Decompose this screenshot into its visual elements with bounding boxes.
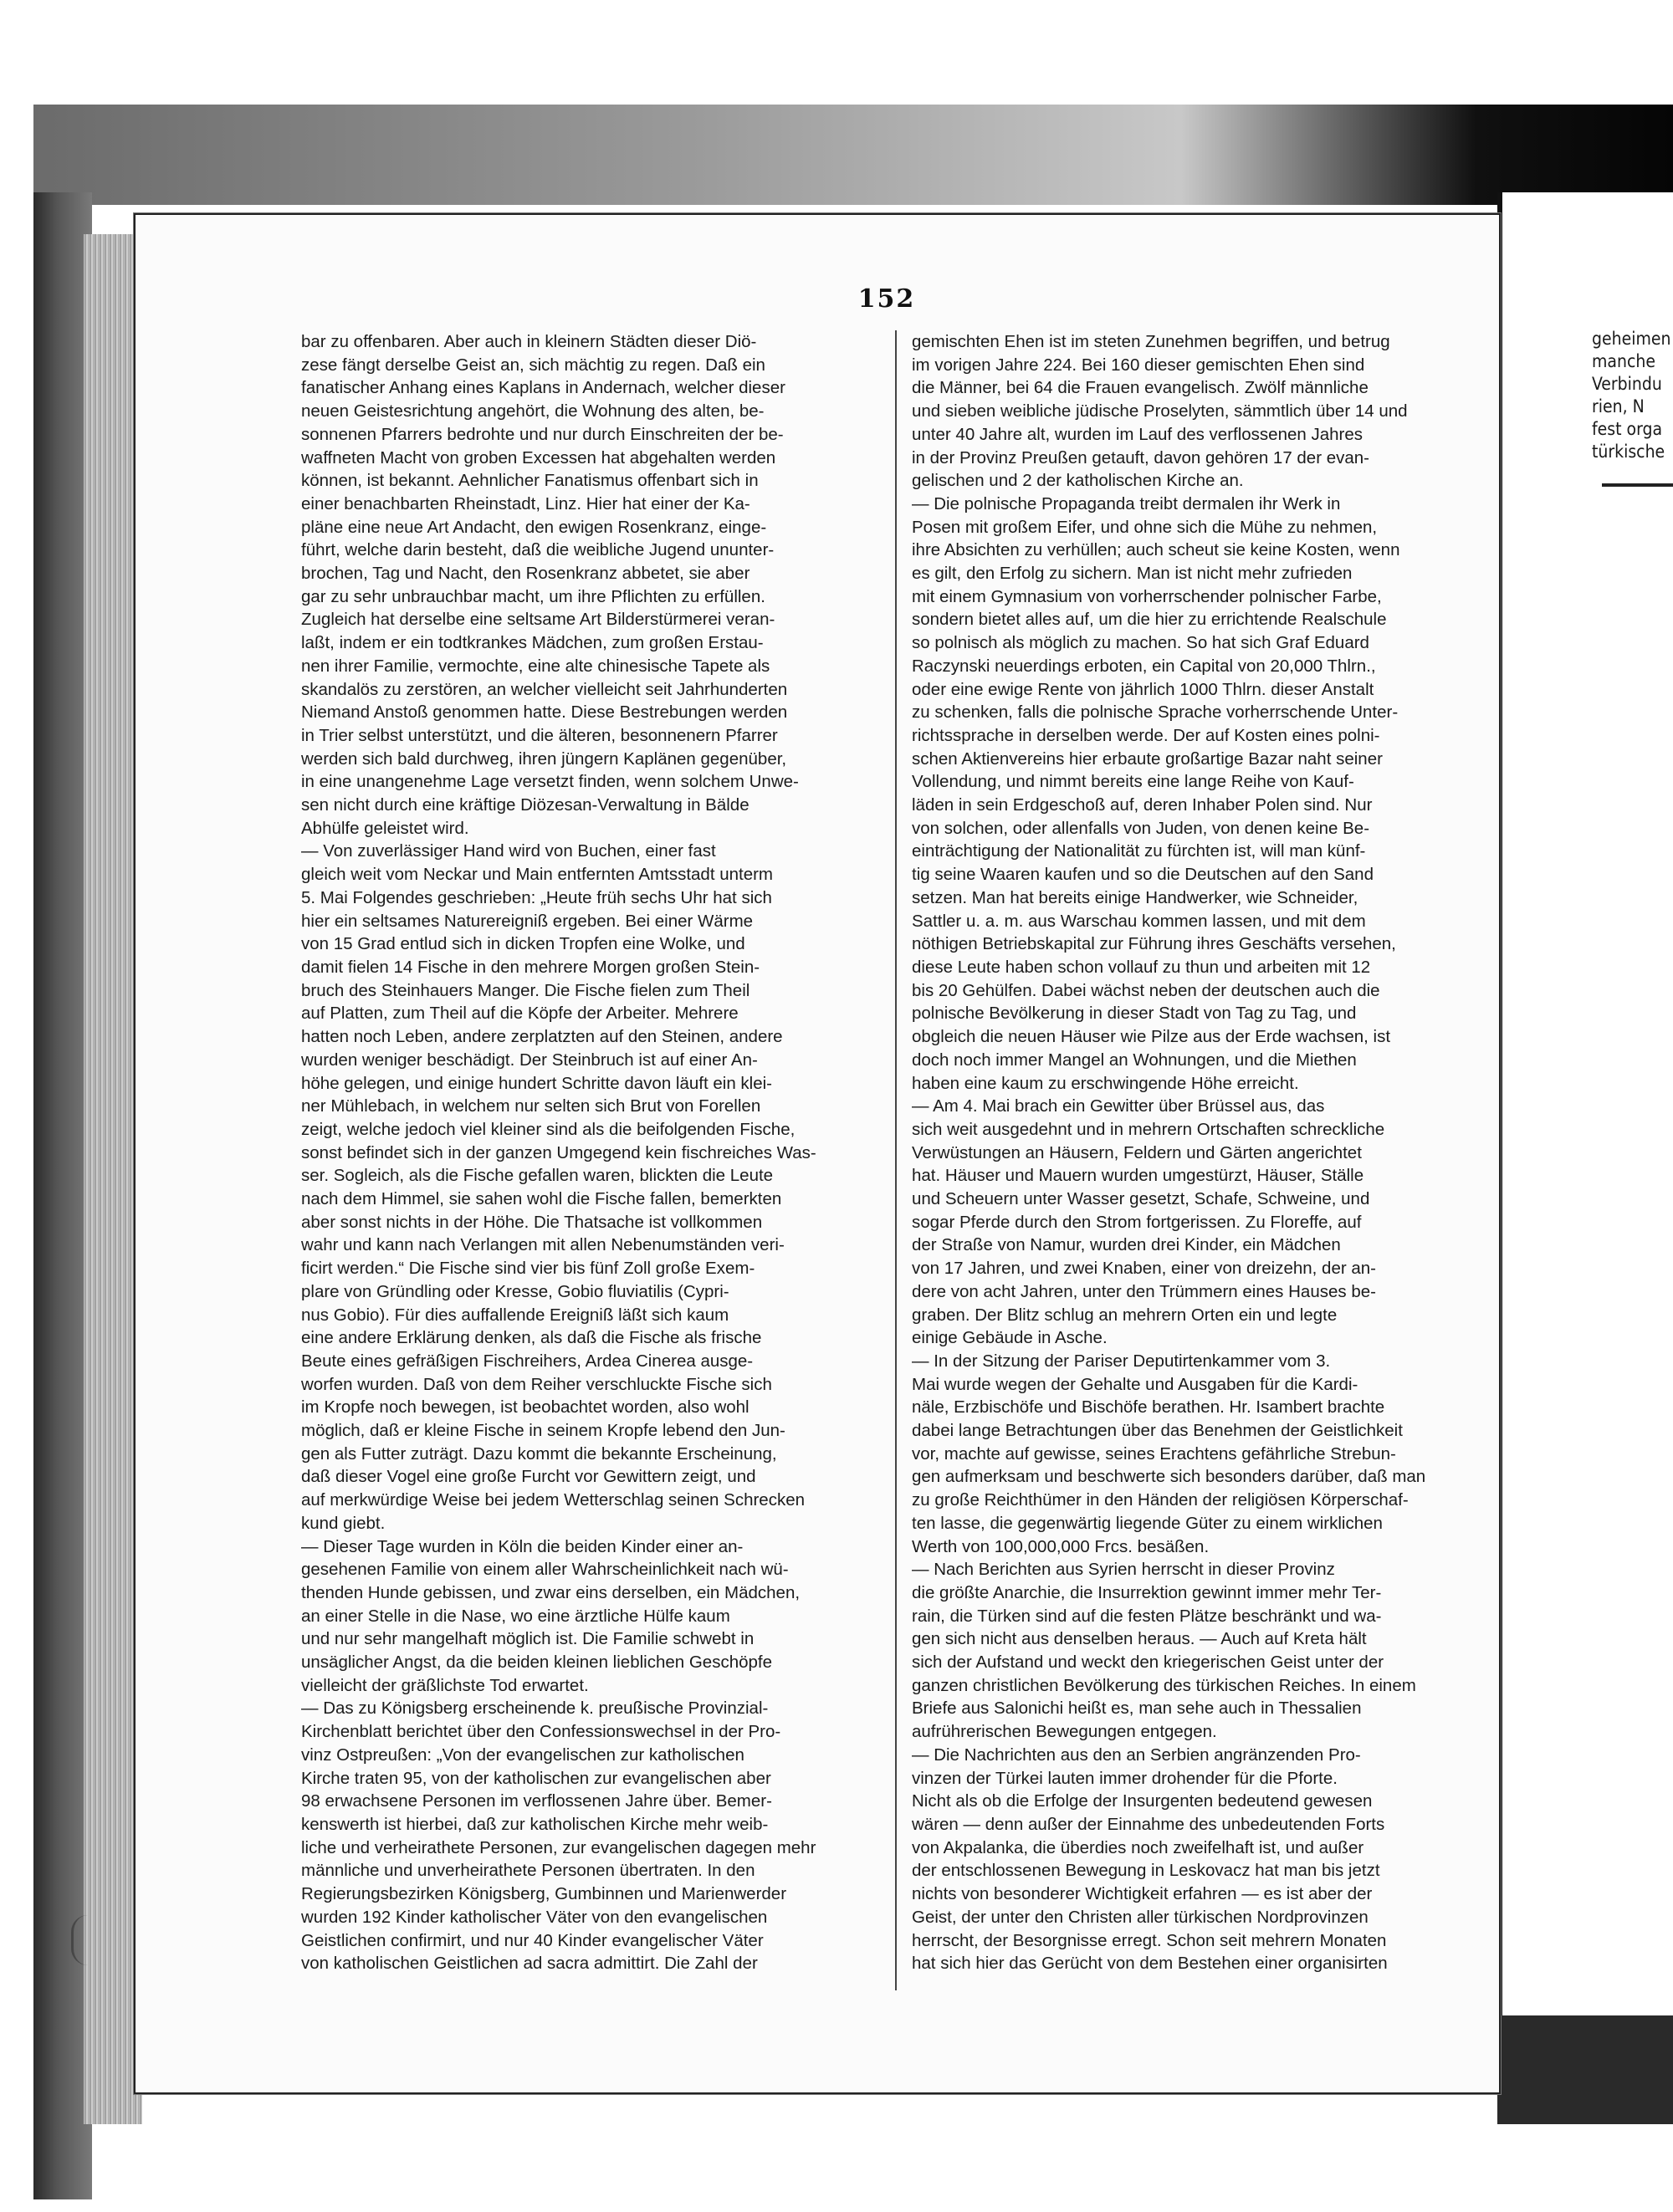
text-line: gen als Futter zuträgt. Dazu kommt die bekannte Erscheinung, bbox=[301, 1443, 777, 1464]
text-line: unter 40 Jahre alt, wurden im Lauf des verflossenen Jahres bbox=[912, 424, 1363, 444]
text-line: Briefe aus Salonichi heißt es, man sehe auch in Thessalien bbox=[912, 1699, 1362, 1719]
text-line: möglich, daß er kleine Fische in seinem Kropfe lebend den Jun- bbox=[301, 1421, 785, 1441]
text-line: Beute eines gefräßigen Fischreihers, Ardea Cinerea ausge- bbox=[301, 1351, 754, 1371]
text-line: worfen wurden. Daß von dem Reiher verschluckte Fische sich bbox=[301, 1374, 772, 1394]
text-line: Kirchenblatt berichtet über den Confessionswechsel in der Pro- bbox=[301, 1722, 781, 1742]
text-line: Regierungsbezirken Königsberg, Gumbinnen und Marienwerder bbox=[301, 1884, 787, 1904]
text-line: ser. Sogleich, als die Fische gefallen waren, blickten die Leute bbox=[301, 1166, 774, 1186]
text-line: — In der Sitzung der Pariser Deputirtenkammer vom 3. bbox=[912, 1351, 1331, 1371]
text-line: polnische Bevölkerung in dieser Stadt von Tag zu Tag, und bbox=[912, 1004, 1357, 1024]
text-line: zu schenken, falls die polnische Sprache vorherrschende Unter- bbox=[912, 702, 1399, 723]
text-line: läden in sein Erdgeschoß auf, deren Inhaber Polen sind. Nur bbox=[912, 795, 1373, 815]
text-line: gen aufmerksam und beschwerte sich besonders darüber, daß man bbox=[912, 1467, 1426, 1487]
text-line: doch noch immer Mangel an Wohnungen, und die Miethen bbox=[912, 1050, 1357, 1070]
text-line: tig seine Waaren kaufen und so die Deutschen auf den Sand bbox=[912, 865, 1374, 885]
text-line: vielleicht der gräßlichste Tod erwartet. bbox=[301, 1675, 589, 1695]
text-line: ganzen christlichen Bevölkerung des türkischen Reiches. In einem bbox=[912, 1675, 1416, 1695]
text-line: führt, welche darin besteht, daß die weibliche Jugend ununter- bbox=[301, 540, 775, 560]
text-line: bar zu offenbaren. Aber auch in kleinern Städten dieser Diö- bbox=[301, 332, 757, 351]
text-line: graben. Der Blitz schlug an mehrern Orten ein und legte bbox=[912, 1305, 1338, 1325]
text-line: von 15 Grad entlud sich in dicken Tropfen eine Wolke, und bbox=[301, 934, 745, 954]
adjacent-line: Verbindu bbox=[1592, 374, 1662, 394]
text-line: wurden weniger beschädigt. Der Steinbruch ist auf einer An- bbox=[301, 1050, 758, 1070]
text-line: gleich weit vom Neckar und Main entfernten Amtsstadt unterm bbox=[301, 865, 774, 885]
text-line: — Dieser Tage wurden in Köln die beiden Kinder einer an- bbox=[301, 1536, 744, 1556]
text-line: Niemand Anstoß genommen hatte. Diese Bestrebungen werden bbox=[301, 702, 788, 723]
text-line: sogar Pferde durch den Strom fortgerissen. Zu Floreffe, auf bbox=[912, 1212, 1362, 1232]
text-line: Geist, der unter den Christen aller türkischen Nordprovinzen bbox=[912, 1907, 1369, 1927]
text-line: waffneten Macht von groben Excessen hat abgehalten werden bbox=[301, 447, 776, 467]
text-line: dabei lange Betrachtungen über das Benehmen der Geistlichkeit bbox=[912, 1421, 1403, 1441]
text-line: gemischten Ehen ist im steten Zunehmen begriffen, und betrug bbox=[912, 332, 1390, 351]
text-line: gelischen und 2 der katholischen Kirche an. bbox=[912, 471, 1244, 491]
text-line: wahr und kann nach Verlangen mit allen Nebenumständen veri- bbox=[301, 1235, 785, 1255]
text-line: vor, machte auf gewisse, seines Erachtens gefährliche Strebun- bbox=[912, 1443, 1396, 1464]
text-line: nach dem Himmel, sie sahen wohl die Fische fallen, bemerkten bbox=[301, 1189, 782, 1209]
text-line: zu große Reichthümer in den Händen der religiösen Körperschaf- bbox=[912, 1490, 1409, 1510]
text-line: daß dieser Vogel eine große Furcht vor Gewittern zeigt, und bbox=[301, 1467, 756, 1487]
text-line: sonst befindet sich in der ganzen Umgegend kein fischreiches Was- bbox=[301, 1142, 816, 1162]
text-line: auf merkwürdige Weise bei jedem Wetterschlag seinen Schrecken bbox=[301, 1490, 806, 1510]
text-line: — Das zu Königsberg erscheinende k. preußische Provinzial- bbox=[301, 1699, 769, 1719]
text-line: setzen. Man hat bereits einige Handwerker, wie Schneider, bbox=[912, 887, 1358, 907]
text-line: nöthigen Betriebskapital zur Führung ihres Geschäfts versehen, bbox=[912, 934, 1396, 954]
text-line: hat sich hier das Gerücht von dem Bestehen einer organisirten bbox=[912, 1954, 1388, 1974]
text-line: Geistlichen confirmirt, und nur 40 Kinder evangelischer Väter bbox=[301, 1930, 764, 1950]
text-line: nus Gobio). Für dies auffallende Ereigniß läßt sich kaum bbox=[301, 1305, 729, 1325]
text-line: skandalös zu zerstören, an welcher vielleicht seit Jahrhunderten bbox=[301, 679, 788, 699]
text-line: Abhülfe geleistet wird. bbox=[301, 818, 469, 838]
text-line: die größte Anarchie, die Insurrektion gewinnt immer mehr Ter- bbox=[912, 1582, 1382, 1602]
text-line: liche und verheirathete Personen, zur evangelischen dagegen mehr bbox=[301, 1837, 816, 1857]
adjacent-page bbox=[1497, 192, 1673, 2116]
text-line: — Von zuverlässiger Hand wird von Buchen, einer fast bbox=[301, 841, 716, 861]
scan-background-top bbox=[33, 105, 1673, 205]
text-line: wurden 192 Kinder katholischer Väter von den evangelischen bbox=[301, 1907, 768, 1927]
text-line: ficirt werden.“ Die Fische sind vier bis fünf Zoll große Exem- bbox=[301, 1259, 755, 1279]
text-line: bruch des Steinhauers Manger. Die Fische fielen zum Theil bbox=[301, 980, 750, 1000]
text-line: einträchtigung der Nationalität zu fürchten ist, will man künf- bbox=[912, 841, 1366, 861]
text-line: — Die polnische Propaganda treibt dermalen ihr Werk in bbox=[912, 493, 1341, 513]
text-line: an einer Stelle in die Nase, wo eine ärztliche Hülfe kaum bbox=[301, 1606, 730, 1626]
text-line: es gilt, den Erfolg zu sichern. Man ist nicht mehr zufrieden bbox=[912, 564, 1353, 584]
text-line: 98 erwachsene Personen im verflossenen Jahre über. Bemer- bbox=[301, 1791, 772, 1811]
text-line: zeigt, welche jedoch viel kleiner sind als die beifolgenden Fische, bbox=[301, 1119, 796, 1139]
text-line: nen ihrer Familie, vermochte, eine alte chinesische Tapete als bbox=[301, 656, 770, 676]
text-line: gesehenen Familie von einem aller Wahrscheinlichkeit nach wü- bbox=[301, 1560, 789, 1580]
text-line: von solchen, oder allenfalls von Juden, von denen keine Be- bbox=[912, 818, 1370, 838]
text-line: oder eine ewige Rente von jährlich 1000 Thlrn. dieser Anstalt bbox=[912, 679, 1374, 699]
right-column bbox=[912, 330, 1497, 1975]
text-line: männliche und unverheirathete Personen übertraten. In den bbox=[301, 1861, 755, 1881]
text-line: unsäglicher Angst, da die beiden kleinen lieblichen Geschöpfe bbox=[301, 1653, 772, 1673]
text-line: in der Provinz Preußen getauft, davon gehören 17 der evan- bbox=[912, 447, 1370, 467]
text-line: auf Platten, zum Theil auf die Köpfe der Arbeiter. Mehrere bbox=[301, 1004, 739, 1024]
text-line: obgleich die neuen Häuser wie Pilze aus der Erde wachsen, ist bbox=[912, 1027, 1391, 1047]
text-line: aber sonst nichts in der Höhe. Die Thatsache ist vollkommen bbox=[301, 1212, 763, 1232]
text-line: — Die Nachrichten aus den an Serbien angränzenden Pro- bbox=[912, 1745, 1361, 1765]
text-line: Raczynski neuerdings erboten, ein Capital von 20,000 Thlrn., bbox=[912, 656, 1376, 676]
text-line: von 17 Jahren, und zwei Knaben, einer von dreizehn, der an- bbox=[912, 1259, 1377, 1279]
adjacent-line: türkische bbox=[1592, 442, 1665, 462]
text-line: dere von acht Jahren, unter den Trümmern eines Hauses be- bbox=[912, 1281, 1376, 1301]
text-line: von Akpalanka, die überdies noch zweifelhaft ist, und außer bbox=[912, 1837, 1364, 1857]
text-line: nichts von besonderer Wichtigkeit erfahren — es ist aber der bbox=[912, 1884, 1373, 1904]
text-line: — Am 4. Mai brach ein Gewitter über Brüssel aus, das bbox=[912, 1096, 1325, 1116]
text-line: Nicht als ob die Erfolge der Insurgenten bedeutend gewesen bbox=[912, 1791, 1373, 1811]
text-line: neuen Geistesrichtung angehört, die Wohnung des alten, be- bbox=[301, 401, 765, 421]
text-line: Sattler u. a. m. aus Warschau kommen lassen, und mit dem bbox=[912, 911, 1366, 931]
text-line: gen sich nicht aus denselben heraus. — Auch auf Kreta hält bbox=[912, 1629, 1367, 1649]
text-line: hier ein seltsames Naturereigniß ergeben. Bei einer Wärme bbox=[301, 911, 754, 931]
text-line: richtssprache in derselben werde. Der auf Kosten eines polni- bbox=[912, 725, 1380, 745]
text-line: der Straße von Namur, wurden drei Kinder, ein Mädchen bbox=[912, 1235, 1341, 1255]
text-line: höhe gelegen, und einige hundert Schritte davon läuft ein klei- bbox=[301, 1073, 773, 1093]
margin-mark bbox=[71, 1915, 107, 1965]
text-line: schen Aktienvereins hier erbaute großartige Bazar naht seiner bbox=[912, 748, 1383, 769]
text-line: einige Gebäude in Asche. bbox=[912, 1328, 1108, 1348]
text-line: ihre Absichten zu verhüllen; auch scheut sie keine Kosten, wenn bbox=[912, 540, 1400, 560]
text-line: werden sich bald durchweg, ihren jüngern Kaplänen gegenüber, bbox=[301, 748, 787, 769]
text-line: einer benachbarten Rheinstadt, Linz. Hier hat einer der Ka- bbox=[301, 493, 750, 513]
text-line: aufrührerischen Bewegungen entgegen. bbox=[912, 1722, 1217, 1742]
text-line: pläne eine neue Art Andacht, den ewigen Rosenkranz, einge- bbox=[301, 517, 767, 537]
text-line: wären — denn außer der Einnahme des unbedeutenden Forts bbox=[912, 1815, 1385, 1834]
text-line: in eine unangenehme Lage versetzt finden, wenn solchem Unwe- bbox=[301, 772, 799, 792]
text-line: sonnenen Pfarrers bedrohte und nur durch Einschreiten der be- bbox=[301, 424, 784, 444]
text-line: kund giebt. bbox=[301, 1513, 386, 1533]
text-line: können, ist bekannt. Aehnlicher Fanatismus offenbart sich in bbox=[301, 471, 759, 491]
text-line: im Kropfe noch bewegen, ist beobachtet worden, also wohl bbox=[301, 1397, 750, 1418]
text-line: herrscht, der Besorgnisse erregt. Schon seit mehrern Monaten bbox=[912, 1930, 1387, 1950]
text-line: haben eine kaum zu erschwingende Höhe erreicht. bbox=[912, 1073, 1299, 1093]
adjacent-line: rien, N bbox=[1592, 396, 1645, 416]
text-line: Verwüstungen an Häusern, Feldern und Gärten angerichtet bbox=[912, 1142, 1362, 1162]
text-line: — Nach Berichten aus Syrien herrscht in dieser Provinz bbox=[912, 1560, 1335, 1580]
text-line: laßt, indem er ein todtkrankes Mädchen, zum großen Erstau- bbox=[301, 633, 764, 653]
text-line: die Männer, bei 64 die Frauen evangelisch. Zwölf männliche bbox=[912, 378, 1369, 398]
text-line: eine andere Erklärung denken, als daß die Fische als frische bbox=[301, 1328, 762, 1348]
page-number: 152 bbox=[857, 284, 916, 314]
text-line: ner Mühlebach, in welchem nur selten sich Brut von Forellen bbox=[301, 1096, 761, 1116]
adjacent-line: geheimen bbox=[1592, 329, 1671, 349]
text-line: diese Leute haben schon vollauf zu thun und arbeiten mit 12 bbox=[912, 957, 1371, 977]
text-line: hatten noch Leben, andere zerplatzten auf den Steinen, andere bbox=[301, 1027, 783, 1047]
text-line: Zugleich hat derselbe eine seltsame Art Bilderstürmerei veran- bbox=[301, 610, 775, 630]
text-line: mit einem Gymnasium von vorherrschender polnischer Farbe, bbox=[912, 586, 1382, 606]
text-line: damit fielen 14 Fische in den mehrere Morgen großen Stein- bbox=[301, 957, 760, 977]
adjacent-page-shadow bbox=[1497, 2015, 1673, 2124]
text-line: kenswerth ist hierbei, daß zur katholischen Kirche mehr weib- bbox=[301, 1815, 769, 1834]
text-line: im vorigen Jahre 224. Bei 160 dieser gemischten Ehen sind bbox=[912, 355, 1365, 375]
text-line: und sieben weibliche jüdische Proselyten, sämmtlich über 14 und bbox=[912, 401, 1408, 421]
text-line: vinzen der Türkei lauten immer drohender für die Pforte. bbox=[912, 1768, 1338, 1788]
text-line: und Scheuern unter Wasser gesetzt, Schafe, Schweine, und bbox=[912, 1189, 1370, 1209]
text-line: in Trier selbst unterstützt, und die älteren, besonnenern Pfarrer bbox=[301, 725, 778, 745]
left-column bbox=[301, 330, 887, 1975]
text-line: näle, Erzbischöfe und Bischöfe berathen. Hr. Isambert brachte bbox=[912, 1397, 1385, 1418]
text-line: Posen mit großem Eifer, und ohne sich die Mühe zu nehmen, bbox=[912, 517, 1378, 537]
text-line: brochen, Tag und Nacht, den Rosenkranz abbetet, sie aber bbox=[301, 564, 750, 584]
text-line: von katholischen Geistlichen ad sacra admittirt. Die Zahl der bbox=[301, 1954, 758, 1974]
text-line: hat. Häuser und Mauern wurden umgestürzt, Häuser, Ställe bbox=[912, 1166, 1364, 1186]
adjacent-line: manche bbox=[1592, 351, 1655, 371]
text-line: sondern bietet alles auf, um die hier zu errichtende Realschule bbox=[912, 610, 1387, 630]
text-line: vinz Ostpreußen: „Von der evangelischen zur katholischen bbox=[301, 1745, 744, 1765]
text-line: sich der Aufstand und weckt den kriegerischen Geist unter der bbox=[912, 1653, 1384, 1673]
text-line: gar zu sehr unbrauchbar macht, um ihre Pflichten zu erfüllen. bbox=[301, 586, 765, 606]
text-line: Vollendung, und nimmt bereits eine lange Reihe von Kauf- bbox=[912, 772, 1354, 792]
text-line: und nur sehr mangelhaft möglich ist. Die Familie schwebt in bbox=[301, 1629, 755, 1649]
text-line: bis 20 Gehülfen. Dabei wächst neben der deutschen auch die bbox=[912, 980, 1380, 1000]
text-line: sen nicht durch eine kräftige Diözesan-Verwaltung in Bälde bbox=[301, 795, 750, 815]
adjacent-page-text bbox=[1592, 328, 1673, 463]
text-line: ten lasse, die gegenwärtig liegende Güter zu einem wirklichen bbox=[912, 1513, 1383, 1533]
text-line: plare von Gründling oder Kresse, Gobio fluviatilis (Cypri- bbox=[301, 1281, 729, 1301]
adjacent-page-rule bbox=[1602, 483, 1673, 487]
text-line: sich weit ausgedehnt und in mehrern Ortschaften schreckliche bbox=[912, 1119, 1385, 1139]
text-line: fanatischer Anhang eines Kaplans in Andernach, welcher dieser bbox=[301, 378, 785, 398]
text-line: Kirche traten 95, von der katholischen zur evangelischen aber bbox=[301, 1768, 771, 1788]
text-line: Werth von 100,000,000 Frcs. besäßen. bbox=[912, 1536, 1210, 1556]
text-line: der entschlossenen Bewegung in Leskovacz hat man bis jetzt bbox=[912, 1861, 1380, 1881]
text-line: so polnisch als möglich zu machen. So hat sich Graf Eduard bbox=[912, 633, 1369, 653]
text-line: rain, die Türken sind auf die festen Plätze beschränkt und wa- bbox=[912, 1606, 1382, 1626]
column-divider bbox=[895, 330, 897, 1990]
text-line: 5. Mai Folgendes geschrieben: „Heute früh sechs Uhr hat sich bbox=[301, 887, 772, 907]
adjacent-line: fest orga bbox=[1592, 419, 1663, 439]
text-line: thenden Hunde gebissen, und zwar eins derselben, ein Mädchen, bbox=[301, 1582, 801, 1602]
text-line: zese fängt derselbe Geist an, sich mächtig zu regen. Daß ein bbox=[301, 355, 765, 375]
text-line: Mai wurde wegen der Gehalte und Ausgaben für die Kardi- bbox=[912, 1374, 1358, 1394]
